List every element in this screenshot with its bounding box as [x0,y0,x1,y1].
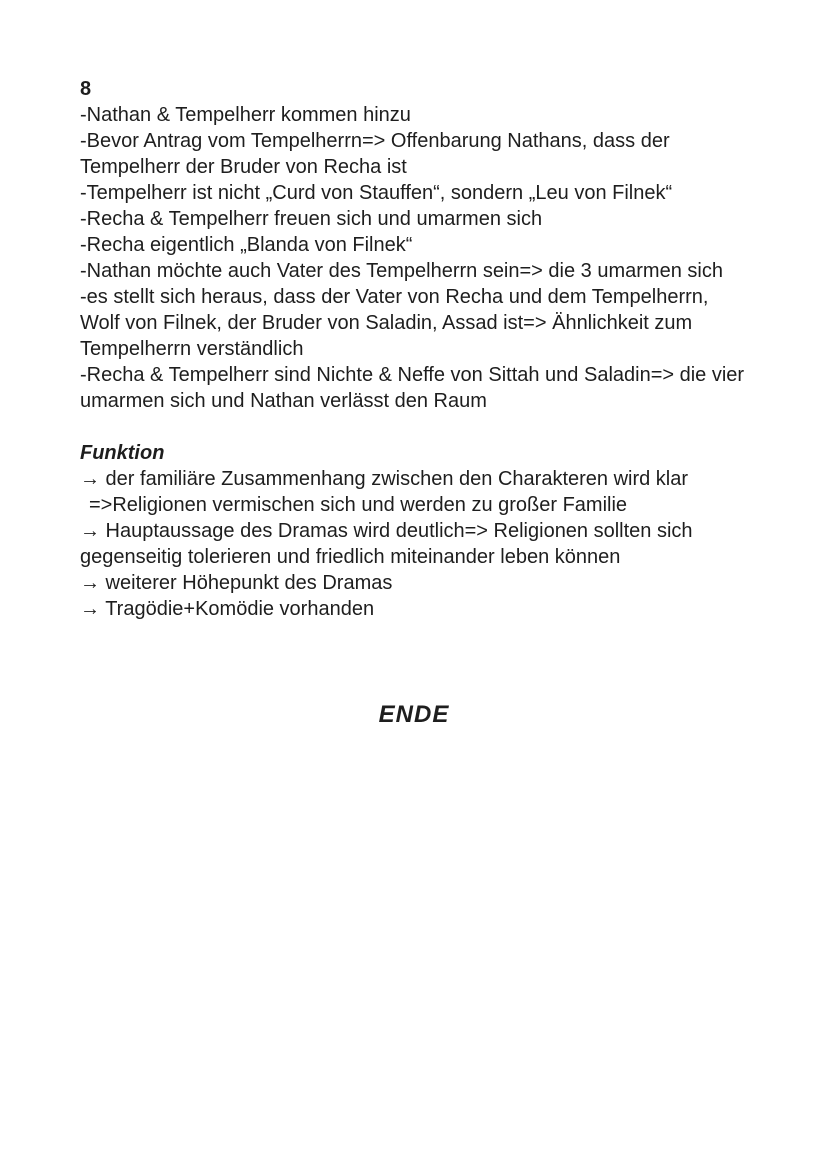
funktion-line: → Tragödie+Komödie vorhanden [80,598,375,620]
funktion-line: → weiterer Höhepunkt des Dramas [80,572,393,594]
note-line: -Bevor Antrag vom Tempelherrn=> Offenbarung Nathans, dass der Tempelherr der Bruder von Recha ist [80,130,670,178]
note-line: -Recha & Tempelherr freuen sich und umarmen sich [80,208,543,230]
note-line: -Tempelherr ist nicht „Curd von Stauffen“, sondern „Leu von Filnek“ [80,182,673,204]
funktion-subline: =>Religionen vermischen sich und werden zu großer Familie [89,494,628,516]
page-number: 8 [80,78,92,100]
funktion-heading: Funktion [80,442,165,464]
note-line: -Nathan & Tempelherr kommen hinzu [80,104,411,126]
note-line: -Recha eigentlich „Blanda von Filnek“ [80,234,413,256]
funktion-line: → der familiäre Zusammenhang zwischen den Charakteren wird klar [80,468,689,490]
ende-section [0,702,828,729]
note-line: -es stellt sich heraus, dass der Vater von Recha und dem Tempelherrn, Wolf von Filnek, der Bruder von Saladin, Assad ist=> Ähnlichkeit zum Tempelherrn verständlich [80,286,709,360]
note-line: -Nathan möchte auch Vater des Tempelherrn sein=> die 3 umarmen sich [80,260,723,282]
notes-section [0,0,752,622]
funktion-line: → Hauptaussage des Dramas wird deutlich=> Religionen sollten sich gegenseitig tolerieren und friedlich miteinander leben können [80,520,693,568]
ende-label: ENDE [378,701,450,728]
note-line: -Recha & Tempelherr sind Nichte & Neffe von Sittah und Saladin=> die vier umarmen sich und Nathan verlässt den Raum [80,364,745,412]
